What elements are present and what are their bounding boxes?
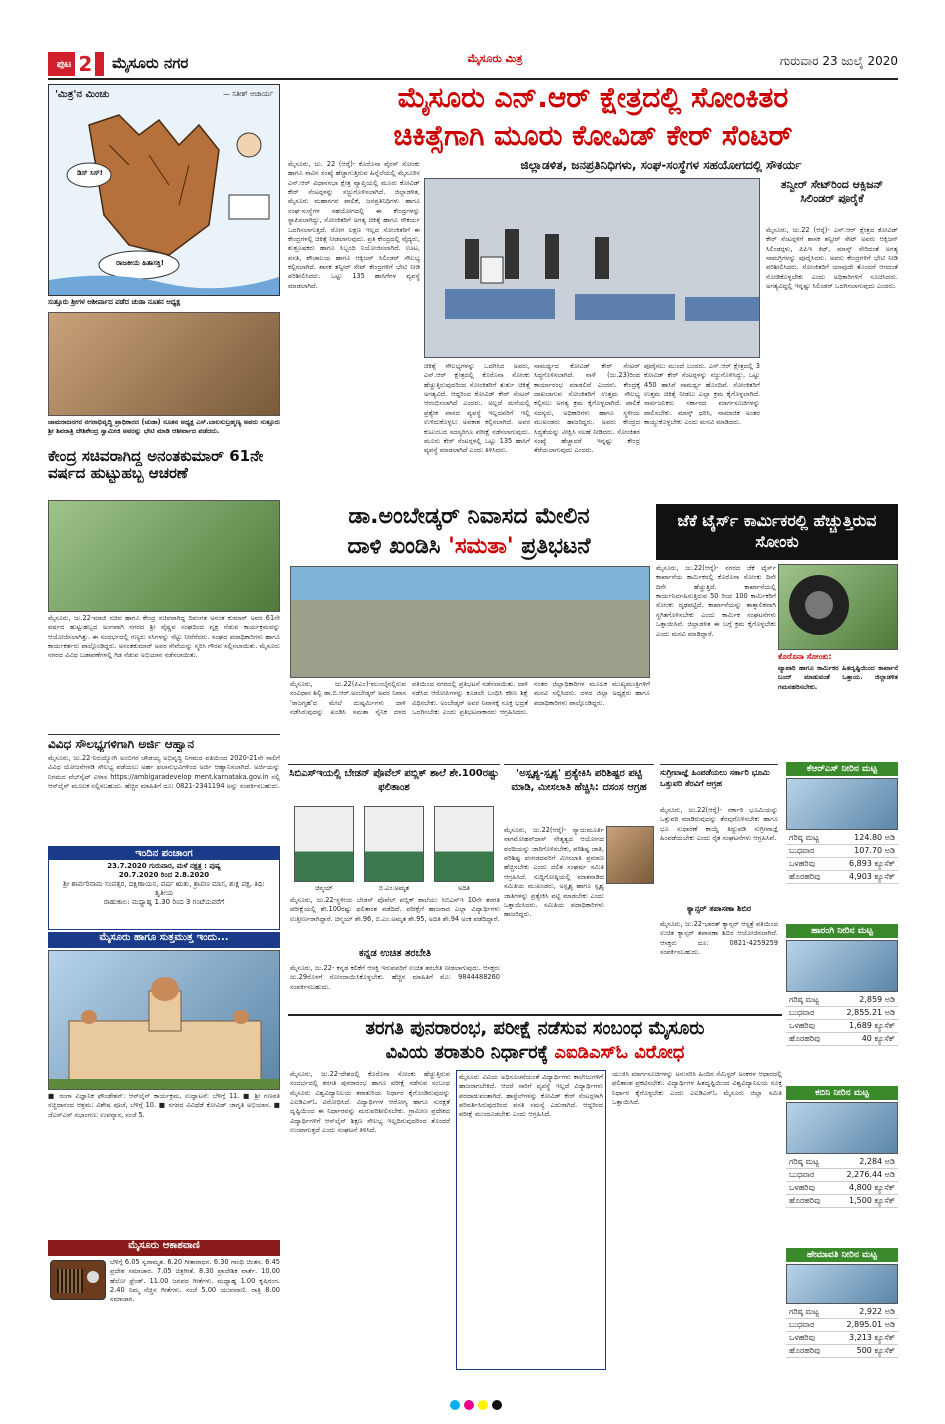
dam-value: 2,276.44 ಅಡಿ (832, 1169, 898, 1182)
radio-icon (50, 1260, 106, 1300)
exam-col-2: ಮೈಸೂರು ವಿವಿಯ ಅಧಿಸೂಚನೆಯಂತೆ ವಿದ್ಯಾರ್ಥಿಗಳು ಕಾಲೇಜುಗಳಿಗೆ ಹಾಜರಾಗಬೇಕಿದೆ. ಆದರೆ ಸಾರಿಗೆ ವ್ಯವಸ್ಥೆ ಇಲ್ಲದೆ ವಿದ್ಯಾರ್ಥಿಗಳು ಪರದಾಡುವಂತಾಗಿದೆ. ಹಾಸ್ಟೆಲ್‍ಗಳನ್ನು ಕೋವಿಡ್ ಕೇರ್ ಸೆಂಟರ್‍ಗಳಾಗಿ ಪರಿವರ್ತಿಸಿರುವುದರಿಂದ ವಸತಿ ಸಮಸ್ಯೆ ಎದುರಾಗಿದೆ. ಆದ್ದರಿಂದ ಪರೀಕ್ಷೆ ಮುಂದೂಡಬೇಕು ಎಂದು ಆಗ್ರಹಿಸಿದೆ. (456, 1070, 606, 1370)
ananth-headline: ಕೇಂದ್ರ ಸಚಿವರಾಗಿದ್ದ ಅನಂತಕುಮಾರ್ 61ನೇ ವರ್ಷದ ಹುಟ್ಟುಹಬ್ಬ ಆಚರಣೆ (48, 448, 264, 483)
dam-value: 124.80 ಅಡಿ (833, 832, 898, 845)
dam-label: ಒಳಹರಿವು (786, 1182, 832, 1195)
exam-headline-2a: ವಿವಿಯ ತರಾತುರಿ ನಿರ್ಧಾರಕ್ಕೆ (385, 1042, 555, 1063)
dam-label: ಹೊರಹರಿವು (786, 871, 833, 884)
dam-value: 1,500 ಕ್ಯೂಸೆಕ್ (832, 1195, 898, 1208)
ambedkar-headline-2 (288, 534, 650, 564)
mysuru-today-title: ಮೈಸೂರು ಹಾಗೂ ಸುತ್ತಮುತ್ತ ಇಂದು... (48, 932, 280, 948)
dam-value: 2,922 ಅಡಿ (832, 1306, 898, 1319)
ananth-photo (48, 500, 280, 612)
masthead: ಮೈಸೂರು ಮಿತ್ರ (467, 52, 523, 65)
kannada-body: ಮೈಸೂರು, ಜು.22- ಕನ್ನಡ ಕಲಿಕೆಗೆ ಆಸಕ್ತಿ ಇರುವವರಿಗೆ ಉಚಿತ ತರಬೇತಿ ನೀಡಲಾಗುವುದು. ಆಸಕ್ತರು ಜು.29ರೊಳಗೆ ನೋಂದಾಯಿಸಿಕೊಳ್ಳಬೇಕು. ಹೆಚ್ಚಿನ ಮಾಹಿತಿಗೆ ಮೊ: 9844488260 ಸಂಪರ್ಕಿಸಬಹುದು. (290, 964, 500, 991)
ambedkar-headline-2b: 'ಸಮತಾ' (448, 534, 514, 559)
main-col-3: ಸಾಮರ್ಥ್ಯದ ಕೋವಿಡ್ ಕೇರ್ ಸೆಂಟರ್ ಸಿದ್ಧಗೊಳಿಸಲಾಗಿದೆ. ನಾಳೆ (ಜು.23)ರಿಂದ ಕಾರ್ಯಾರಂಭ ಮಾಡಲಿದೆ ಎಂದರು. ಕೇಂದ್ರಕ್ಕೆ ದಾಖಲಾಗುವ ಸೋಂಕಿತರಿಗೆ ಉತ್ತಮ ಸೌಲಭ್ಯ ಕಲ್ಪಿಸಲು ಅಗತ್ಯ ಕ್ರಮ ಕೈಗೊಳ್ಳಲಾಗಿದೆ. ಪಾಲಿಕೆ ಸದಸ್ಯರು, ಅಧಿಕಾರಿಗಳು ಹಾಗೂ ಸ್ಥಳೀಯ ಮುಖಂಡರು ಹಾಜರಿದ್ದರು. ಅವರು ಕೇಂದ್ರದ ಸಿದ್ಧತೆಯನ್ನು ವೀಕ್ಷಿಸಿ ಸಲಹೆ ನೀಡಿದರು. ಸೋಂಕಿತರ ಸಂಖ್ಯೆ ಹೆಚ್ಚಾದರೆ ಇನ್ನಷ್ಟು ಕೇಂದ್ರ ತೆರೆಯಲಾಗುವುದು ಎಂದರು. (534, 362, 640, 455)
table-row (786, 1169, 898, 1182)
table-row (786, 858, 898, 871)
dam-hemavathi-photo (786, 1264, 898, 1304)
section-name: ಮೈಸೂರು ನಗರ (112, 54, 189, 72)
dam-label: ಬುಧವಾರ (786, 1007, 832, 1020)
table-row (786, 832, 898, 845)
ambedkar-headline-2a: ದಾಳಿ ಖಂಡಿಸಿ (347, 534, 449, 559)
table-row (786, 1345, 898, 1358)
main-headline-1: ಮೈಸೂರು ಎನ್.ಆರ್ ಕ್ಷೇತ್ರದಲ್ಲಿ ಸೋಂಕಿತರ (397, 82, 789, 114)
dam-krs-photo (786, 778, 898, 830)
dam-krs-table (786, 832, 898, 884)
asprushya-photo (606, 826, 654, 884)
jk-tyre-photo (778, 564, 898, 650)
arji-body: ಮೈಸೂರು, ಜು.22-ನಿರುದ್ಯೋಗಿ ಅಂಬಿಗರ ಚೌಡಯ್ಯ ಅಭಿವೃದ್ಧಿ ನಿಗಮದ ವತಿಯಿಂದ 2020-21ನೇ ಸಾಲಿಗೆ ವಿವಿಧ ಯೋಜನೆಗಳಡಿ ಸೌಲಭ್ಯ ಪಡೆಯಲು ಅರ್ಹ ಫಲಾನುಭವಿಗಳಿಂದ ಅರ್ಜಿ ಆಹ್ವಾನಿಸಲಾಗಿದೆ. ಅರ್ಜಿಯನ್ನು ನಿಗಮದ ವೆಬ್‍ಸೈಟ್ ವಿಳಾಸ https://ambigaradevelop ment.karnataka.gov.in ನಲ್ಲಿ ಆನ್‍ಲೈನ್ ಮೂಲಕ ಸಲ್ಲಿಸಬಹುದು. ಹೆಚ್ಚಿನ ಮಾಹಿತಿಗೆ ದೂ: 0821-2341194 ಅನ್ನು ಸಂಪರ್ಕಿಸಬಹುದು. (48, 754, 280, 791)
table-row (786, 1007, 898, 1020)
ambedkar-body: ಮೈಸೂರು, ಜು.22(ಪಿಎಂ)-ಮುಂಬೈನಲ್ಲಿರುವ ಸಂವಿಧಾನ ಶಿಲ್ಪಿ ಡಾ.ಬಿ.ಆರ್.ಅಂಬೇಡ್ಕರ್ ಅವರ ನಿವಾಸ 'ರಾಜಗೃಹ'ದ ಮೇಲೆ ದುಷ್ಕರ್ಮಿಗಳು ದಾಳಿ ನಡೆಸಿರುವುದನ್ನು ಖಂಡಿಸಿ ಸಮತಾ ಸೈನಿಕ ದಳದ ವತಿಯಿಂದ ನಗರದಲ್ಲಿ ಪ್ರತಿಭಟನೆ ನಡೆಸಲಾಯಿತು. ದಾಳಿ ನಡೆಸಿದ ಆರೋಪಿಗಳನ್ನು ಕೂಡಲೇ ಬಂಧಿಸಿ ಕಠಿಣ ಶಿಕ್ಷೆ ವಿಧಿಸಬೇಕು. ಅಂಬೇಡ್ಕರ್ ಅವರ ನಿವಾಸಕ್ಕೆ ಸೂಕ್ತ ಭದ್ರತೆ ಒದಗಿಸಬೇಕು ಎಂದು ಪ್ರತಿಭಟನಾಕಾರರು ಆಗ್ರಹಿಸಿದರು. ನಂತರ ಜಿಲ್ಲಾಧಿಕಾರಿಗಳ ಮೂಲಕ ಮುಖ್ಯಮಂತ್ರಿಗಳಿಗೆ ಮನವಿ ಸಲ್ಲಿಸಿದರು. ದಳದ ಜಿಲ್ಲಾ ಅಧ್ಯಕ್ಷರು ಹಾಗೂ ಪದಾಧಿಕಾರಿಗಳು ಪಾಲ್ಗೊಂಡಿದ್ದರು. (290, 680, 650, 717)
jk-sidebar-head: ಕೊರೊನಾ ಸೋಂಕು: (778, 652, 832, 661)
panchanga-title: ಇಂದಿನ ಪಂಚಾಂಗ (49, 847, 279, 860)
palace-drawing (49, 951, 280, 1090)
jk-sidebar: ವ್ಯಾಪಾರಿ ಹಾಗೂ ಕಾರ್ಮಿಕರ ಹಿತದೃಷ್ಟಿಯಿಂದ ಕಾರ್ಖಾನೆ ಬಂದ್ ಮಾಡುವಂತೆ ಒತ್ತಾಯ. ಜಿಲ್ಲಾಡಳಿತ ಗಮನಹರಿಸಬೇಕು. (778, 664, 898, 691)
dam-label: ಗರಿಷ್ಠ ಮಟ್ಟ (786, 1156, 832, 1169)
tyre-drawing (779, 565, 898, 650)
table-row (786, 871, 898, 884)
cbse-name-3: ಅದಿತಿ (458, 884, 470, 892)
table-row (786, 1332, 898, 1345)
main-col-1: ಮೈಸೂರು, ಜು. 22 (ಆರ್‍ಕೆ)- ಕೊರೊನಾ ವೈರಸ್ ಸೋಂಕು ಹಾಗೂ ಸಾವಿನ ಸಂಖ್ಯೆ ಹೆಚ್ಚಾಗುತ್ತಿರುವ ಹಿನ್ನೆಲೆಯಲ್ಲಿ ಮೈಸೂರಿನ ಎನ್.ಆರ್ ವಿಧಾನಸಭಾ ಕ್ಷೇತ್ರ ವ್ಯಾಪ್ತಿಯಲ್ಲಿ ಮೂರು ಕೋವಿಡ್ ಕೇರ್ ಸೆಂಟರ್‍ಗಳನ್ನು ಸಜ್ಜುಗೊಳಿಸಲಾಗಿದೆ. ಜಿಲ್ಲಾಡಳಿತ, ಮೈಸೂರು ಮಹಾನಗರ ಪಾಲಿಕೆ, ಜನಪ್ರತಿನಿಧಿಗಳು ಹಾಗೂ ಸಂಘ-ಸಂಸ್ಥೆಗಳ ಸಹಯೋಗದಲ್ಲಿ ಈ ಕೇಂದ್ರಗಳನ್ನು ಸ್ಥಾಪಿಸಲಾಗಿದ್ದು, ಸೋಂಕಿತರಿಗೆ ಅಗತ್ಯ ಚಿಕಿತ್ಸೆ ಹಾಗೂ ಸೌಕರ್ಯ ಒದಗಿಸಲಾಗುತ್ತಿದೆ. ರೋಗ ಲಕ್ಷಣ ಇಲ್ಲದ ಸೋಂಕಿತರಿಗೆ ಈ ಕೇಂದ್ರಗಳಲ್ಲಿ ಚಿಕಿತ್ಸೆ ನೀಡಲಾಗುವುದು. ಪ್ರತಿ ಕೇಂದ್ರದಲ್ಲಿ ವೈದ್ಯರು, ಶುಶ್ರೂಷಕರು ಹಾಗೂ ಸಿಬ್ಬಂದಿ ನಿಯೋಜಿಸಲಾಗಿದೆ. ಊಟ, ವಸತಿ, ಶೌಚಾಲಯ ಹಾಗೂ ಆಕ್ಸಿಜನ್ ಸಿಲಿಂಡರ್ ಸೌಲಭ್ಯ ಕಲ್ಪಿಸಲಾಗಿದೆ. ಶಾಸಕ ತನ್ವೀರ್ ಸೇಟ್ ಕೇಂದ್ರಗಳಿಗೆ ಭೇಟಿ ನೀಡಿ ಪರಿಶೀಲಿಸಿದರು. ಒಟ್ಟು 135 ಹಾಸಿಗೆಗಳ ವ್ಯವಸ್ಥೆ ಮಾಡಲಾಗಿದೆ. (288, 160, 420, 290)
ambedkar-headline-2c: ಪ್ರತಿಭಟನೆ (513, 534, 591, 559)
cartoon-title: 'ಮಿತ್ರ'ನ ಮಿಂಚು (55, 89, 110, 100)
jk-headline-box (656, 504, 898, 560)
dam-hemavathi-title: ಹೇಮಾವತಿ ನೀರಿನ ಮಟ್ಟ (786, 1248, 898, 1262)
dam-value: 1,689 ಕ್ಯೂಸೆಕ್ (832, 1020, 898, 1033)
table-row (786, 1020, 898, 1033)
cancer-headline: ಕ್ಯಾನ್ಸರ್ ತಪಾಸಣಾ ಶಿಬಿರ (687, 904, 751, 913)
exam-headline-2 (288, 1042, 782, 1068)
dam-kabini-title: ಕಬಿನಿ ನೀರಿನ ಮಟ್ಟ (786, 1086, 898, 1100)
page-tag (48, 52, 104, 76)
dam-harangi-table (786, 994, 898, 1046)
table-row (786, 1182, 898, 1195)
dam-value: 500 ಕ್ಯೂಸೆಕ್ (832, 1345, 898, 1358)
page-number: 2 (75, 52, 95, 76)
panchanga-box (48, 846, 280, 930)
mysuru-today-body: ■ ರಂಗಾ ವಿಜ್ಞಾನಿಕ ಫೌಂಡೇಶನ್: ಆನ್‍ಲೈನ್ ಕಾರ್ಯಕ್ರಮ, ಉದ್ಘಾಟನೆ: ಬೆಳಿಗ್ಗೆ 11. ■ ಶ್ರೀ ಗಣಪತಿ ಸಚ್ಚಿದಾನಂದ ಆಶ್ರಮ: ವಿಶೇಷ ಪೂಜೆ, ಬೆಳಿಗ್ಗೆ 10. ■ ನಗರದ ವಿವಿಧೆಡೆ ಕೋವಿಡ್ ಜಾಗೃತಿ ಅಭಿಯಾನ. ■ ಜೆಎಸ್‍ಎಸ್ ಸಭಾಂಗಣ: ಉಪನ್ಯಾಸ, ಸಂಜೆ 5. (48, 1092, 280, 1119)
main-headline-2: ಚಿಕಿತ್ಸೆಗಾಗಿ ಮೂರು ಕೋವಿಡ್ ಕೇರ್ ಸೆಂಟರ್ (393, 120, 793, 152)
dam-kabini-photo (786, 1102, 898, 1154)
issue-date: ಗುರುವಾರ 23 ಜುಲೈ 2020 (779, 54, 898, 68)
dam-value: 4,903 ಕ್ಯೂಸೆಕ್ (833, 871, 898, 884)
dam-value: 6,893 ಕ್ಯೂಸೆಕ್ (833, 858, 898, 871)
table-row (786, 1195, 898, 1208)
dam-label: ಹೊರಹರಿವು (786, 1033, 832, 1046)
panchanga-line4: ರಾಹುಕಾಲ: ಮಧ್ಯಾಹ್ನ 1.30 ರಿಂದ 3 ಗಂಟೆಯವರೆಗೆ (103, 898, 225, 906)
dam-value: 2,859 ಅಡಿ (832, 994, 898, 1007)
dam-value: 2,284 ಅಡಿ (832, 1156, 898, 1169)
table-row (786, 1156, 898, 1169)
chuda-caption: ಚಾಮರಾಜನಗರ ನಗರಾಭಿವೃದ್ಧಿ ಪ್ರಾಧಿಕಾರದ (ಚುಡಾ) ನೂತನ ಅಧ್ಯಕ್ಷ ಎಸ್.ಬಾಲಸುಬ್ರಹ್ಮಣ್ಯ ಅವರು ಸುತ್ತೂರು ಶ್ರೀ ಶಿವರಾತ್ರಿ ದೇಶಿಕೇಂದ್ರ ಸ್ವಾಮೀಜಿ ಅವರನ್ನು ಭೇಟಿ ಮಾಡಿ ಆಶೀರ್ವಾದ ಪಡೆದರು. (48, 418, 280, 436)
dam-value: 2,855.21 ಅಡಿ (832, 1007, 898, 1020)
exam-col-3: ಯುಜಿಸಿ ಮಾರ್ಗಸೂಚಿಗಳನ್ನು ಅನುಸರಿಸಿ ಹಿಂದಿನ ಸೆಮಿಸ್ಟರ್ ಅಂಕಗಳ ಆಧಾರದಲ್ಲಿ ಫಲಿತಾಂಶ ಪ್ರಕಟಿಸಬೇಕು. ವಿದ್ಯಾರ್ಥಿಗಳ ಹಿತದೃಷ್ಟಿಯಿಂದ ವಿಶ್ವವಿದ್ಯಾನಿಲಯ ಸೂಕ್ತ ನಿರ್ಧಾರ ಕೈಗೊಳ್ಳಬೇಕು ಎಂದು ಎಐಡಿಎಸ್‍ಓ ಮೈಸೂರು ಜಿಲ್ಲಾ ಸಮಿತಿ ಒತ್ತಾಯಿಸಿದೆ. (612, 1070, 782, 1107)
cbse-student-3 (434, 806, 494, 882)
beds-drawing (425, 179, 760, 358)
dam-krs (786, 762, 898, 922)
main-col-2: ಚಿಕಿತ್ಸೆ ಸೌಲಭ್ಯಗಳನ್ನು ಒದಗಿಸಿದ ಅವರು, ಎನ್.ಆರ್ ಕ್ಷೇತ್ರದಲ್ಲಿ ಕೊರೊನಾ ಸೋಂಕು ಹೆಚ್ಚುತ್ತಿರುವುದರಿಂದ ಸೋಂಕಿತರಿಗೆ ತುರ್ತು ಚಿಕಿತ್ಸೆ ಅಗತ್ಯವಿದೆ. ಆದ್ದರಿಂದ ಕೋವಿಡ್ ಕೇರ್ ಸೆಂಟರ್ ಆರಂಭಿಸಲಾಗಿದೆ ಎಂದರು. ಅಲ್ಲದೆ ಮನೆಯಲ್ಲಿ ಪ್ರತ್ಯೇಕ ವಾಸದ ವ್ಯವಸ್ಥೆ ಇಲ್ಲದವರಿಗೆ ಇಲ್ಲಿ ಉಳಿದುಕೊಳ್ಳಲು ಅವಕಾಶ ಕಲ್ಪಿಸಲಾಗಿದೆ. ಅವರ ಕುಟುಂಬದ ಸದಸ್ಯರಿಗೂ ಪರೀಕ್ಷೆ ನಡೆಸಲಾಗುವುದು. ಮೂರು ಕೇರ್ ಸೆಂಟರ್‍ಗಳಲ್ಲಿ ಒಟ್ಟು 135 ಹಾಸಿಗೆ ವ್ಯವಸ್ಥೆ ಮಾಡಲಾಗಿದೆ ಎಂದು ತಿಳಿಸಿದರು. (424, 362, 530, 455)
table-row (786, 1306, 898, 1319)
dam-label: ಬುಧವಾರ (786, 845, 833, 858)
exam-col-1: ಮೈಸೂರು, ಜು.22-ದೇಶದಲ್ಲಿ ಕೊರೊನಾ ಸೋಂಕು ಹೆಚ್ಚುತ್ತಿರುವ ಸಂದರ್ಭದಲ್ಲಿ ತರಗತಿ ಪುನರಾರಂಭ ಹಾಗೂ ಪರೀಕ್ಷೆ ನಡೆಸುವ ಸಂಬಂಧ ಮೈಸೂರು ವಿಶ್ವವಿದ್ಯಾನಿಲಯ ತರಾತುರಿಯ ನಿರ್ಧಾರ ಕೈಗೊಂಡಿರುವುದನ್ನು ಎಐಡಿಎಸ್‍ಓ ವಿರೋಧಿಸಿದೆ. ವಿದ್ಯಾರ್ಥಿಗಳ ಆರೋಗ್ಯ ಹಾಗೂ ಸುರಕ್ಷತೆ ದೃಷ್ಟಿಯಿಂದ ಈ ನಿರ್ಧಾರವನ್ನು ಮರುಪರಿಶೀಲಿಸಬೇಕು. ಗ್ರಾಮೀಣ ಪ್ರದೇಶದ ವಿದ್ಯಾರ್ಥಿಗಳಿಗೆ ಆನ್‍ಲೈನ್ ಶಿಕ್ಷಣ ಸೌಲಭ್ಯ ಇಲ್ಲದಿರುವುದರಿಂದ ತೊಂದರೆ ಉಂಟಾಗುತ್ತದೆ ಎಂದು ಸಂಘಟನೆ ತಿಳಿಸಿದೆ. (290, 1070, 450, 1135)
exam-headline-1: ತರಗತಿ ಪುನರಾರಂಭ, ಪರೀಕ್ಷೆ ನಡೆಸುವ ಸಂಬಂಧ ಮೈಸೂರು (288, 1014, 782, 1040)
main-subhead: ಜಿಲ್ಲಾಡಳಿತ, ಜನಪ್ರತಿನಿಧಿಗಳು, ಸಂಘ-ಸಂಸ್ಥೆಗಳ ಸಹಯೋಗದಲ್ಲಿ ಸೌಕರ್ಯ (520, 158, 802, 172)
registration-mark-magenta (464, 1400, 474, 1410)
dam-value: 40 ಕ್ಯೂಸೆಕ್ (832, 1033, 898, 1046)
bhoomi-headline: ಸುಗ್ರೀವಾಜ್ಞೆ ಹಿಂಪಡೆಯಲು ಸರ್ಕಾರಿ ಭೂಮಿ ಒತ್ತುವರಿ ತೆರವಿಗೆ ಆಗ್ರಹ (660, 764, 778, 804)
dam-label: ಹೊರಹರಿವು (786, 1195, 832, 1208)
dam-kabini-table (786, 1156, 898, 1208)
dam-harangi-photo (786, 940, 898, 992)
cbse-student-1 (294, 806, 354, 882)
dam-label: ಗರಿಷ್ಠ ಮಟ್ಟ (786, 832, 833, 845)
jk-body: ಮೈಸೂರು, ಜು.22(ಆರ್‍ಕೆ)- ನಗರದ ಜೆಕೆ ಟೈರ್ಸ್ ಕಾರ್ಖಾನೆಯ ಕಾರ್ಮಿಕರಲ್ಲಿ ಕೊರೊನಾ ಸೋಂಕು ದಿನೇ ದಿನೇ ಹೆಚ್ಚುತ್ತಿದೆ. ಕಾರ್ಖಾನೆಯಲ್ಲಿ ಕಾರ್ಯನಿರ್ವಹಿಸುತ್ತಿರುವ 50 ರಿಂದ 100 ಕಾರ್ಮಿಕರಿಗೆ ಸೋಂಕು ದೃಢಪಟ್ಟಿದೆ. ಕಾರ್ಖಾನೆಯನ್ನು ತಾತ್ಕಾಲಿಕವಾಗಿ ಸ್ಥಗಿತಗೊಳಿಸಬೇಕು ಎಂದು ಕಾರ್ಮಿಕ ಸಂಘಟನೆಗಳು ಒತ್ತಾಯಿಸಿವೆ. ಜಿಲ್ಲಾಡಳಿತ ಈ ಬಗ್ಗೆ ಕ್ರಮ ಕೈಗೊಳ್ಳಬೇಕು ಎಂದು ಮನವಿ ಮಾಡಿದ್ದಾರೆ. (656, 564, 776, 638)
dam-label: ಹೊರಹರಿವು (786, 1345, 832, 1358)
dam-label: ಒಳಹರಿವು (786, 1020, 832, 1033)
cbse-name-1: ಚಿನ್ಮಯ್ (315, 884, 333, 892)
tanveer-body: ಮೈಸೂರು, ಜು.22 (ಆರ್‍ಕೆ)- ಎನ್.ಆರ್ ಕ್ಷೇತ್ರದ ಕೋವಿಡ್ ಕೇರ್ ಸೆಂಟರ್‍ಗಳಿಗೆ ಶಾಸಕ ತನ್ವೀರ್ ಸೇಟ್ ಅವರು ಆಕ್ಸಿಜನ್ ಸಿಲಿಂಡರ್‍ಗಳು, ಪಿಪಿಇ ಕಿಟ್, ಮಾಸ್ಕ್ ಸೇರಿದಂತೆ ಅಗತ್ಯ ಸಾಮಗ್ರಿಗಳನ್ನು ಪೂರೈಸಿದರು. ಅವರು ಕೇಂದ್ರಗಳಿಗೆ ಭೇಟಿ ನೀಡಿ ಪರಿಶೀಲಿಸಿದರು. ಸೋಂಕಿತರಿಗೆ ಯಾವುದೇ ತೊಂದರೆ ಆಗದಂತೆ ನೋಡಿಕೊಳ್ಳಬೇಕು ಎಂದು ಅಧಿಕಾರಿಗಳಿಗೆ ಸೂಚಿಸಿದರು. ಅಗತ್ಯವಿದ್ದಲ್ಲಿ ಇನ್ನಷ್ಟು ಸಿಲಿಂಡರ್ ಒದಗಿಸಲಾಗುವುದು ಎಂದರು. (766, 226, 898, 291)
dam-label: ಗರಿಷ್ಠ ಮಟ್ಟ (786, 1306, 832, 1319)
main-col-4: ಪೂರೈಸಲು ಮುಂದೆ ಬಂದರು. ಎನ್.ಆರ್ ಕ್ಷೇತ್ರದಲ್ಲಿ 3 ಕೋವಿಡ್ ಕೇರ್ ಸೆಂಟರ್‍ಗಳನ್ನು ಸಜ್ಜುಗೊಳಿಸಿದ್ದು, ಒಟ್ಟು 450 ಹಾಸಿಗೆ ಸಾಮರ್ಥ್ಯ ಹೊಂದಿವೆ. ಸೋಂಕಿತರಿಗೆ ಉತ್ತಮ ಚಿಕಿತ್ಸೆ ನೀಡಲು ಎಲ್ಲಾ ಕ್ರಮ ಕೈಗೊಳ್ಳಲಾಗಿದೆ. ಸಾರ್ವಜನಿಕರು ಸರ್ಕಾರದ ಮಾರ್ಗಸೂಚಿಗಳನ್ನು ಪಾಲಿಸಬೇಕು. ಮಾಸ್ಕ್ ಧರಿಸಿ, ಸಾಮಾಜಿಕ ಅಂತರ ಕಾಯ್ದುಕೊಳ್ಳಬೇಕು ಎಂದು ಮನವಿ ಮಾಡಿದರು. (644, 362, 760, 427)
panchanga-line3: ಶ್ರೀ ಶಾರ್ವರಿನಾಮ ಸಂವತ್ಸರ, ದಕ್ಷಿಣಾಯನ, ವರ್ಷ ಋತು, ಶ್ರಾವಣ ಮಾಸ, ಶುಕ್ಲ ಪಕ್ಷ, ತಿಥಿ: ತೃತೀಯ (63, 880, 265, 897)
cancer-body: ಮೈಸೂರು, ಜು.22-ಭಾರತ್ ಕ್ಯಾನ್ಸರ್ ಆಸ್ಪತ್ರೆ ವತಿಯಿಂದ ಉಚಿತ ಕ್ಯಾನ್ಸರ್ ತಪಾಸಣಾ ಶಿಬಿರ ಆಯೋಜಿಸಲಾಗಿದೆ. ಆಸಕ್ತರು ದೂ: 0821-4259259 ಸಂಪರ್ಕಿಸಬಹುದು. (660, 920, 778, 957)
chuda-photo (48, 312, 280, 416)
dam-harangi (786, 924, 898, 1084)
exam-headline-2b: ಎಐಡಿಎಸ್‍ಓ ವಿರೋಧ (554, 1042, 685, 1063)
dam-label: ಒಳಹರಿವು (786, 1332, 832, 1345)
dam-value: 2,895.01 ಅಡಿ (832, 1319, 898, 1332)
cbse-student-2 (364, 806, 424, 882)
dam-value: 107.70 ಅಡಿ (833, 845, 898, 858)
dam-hemavathi (786, 1248, 898, 1372)
ananth-body: ಮೈಸೂರು, ಜು.22-ಮಾಜಿ ಸಚಿವ ಹಾಗೂ ಕೇಂದ್ರ ಸಚಿವರಾಗಿದ್ದ ದಿವಂಗತ ಅನಂತ ಕುಮಾರ್ ಅವರ 61ನೇ ವರ್ಷದ ಹುಟ್ಟುಹಬ್ಬದ ಅಂಗವಾಗಿ ನಗರದ ಶ್ರೀ ವೈಷ್ಣವ ಸಂಘದಿಂದ ವೃಕ್ಷ ನೆಡುವ ಕಾರ್ಯಕ್ರಮವನ್ನು ಆಯೋಜಿಸಲಾಗಿತ್ತು. ಈ ಸಂದರ್ಭದಲ್ಲಿ ಗಣ್ಯರು ಸಸಿಗಳನ್ನು ನೆಟ್ಟು ನೀರೆರೆದರು. ಸಂಘದ ಪದಾಧಿಕಾರಿಗಳು ಹಾಗೂ ಕಾರ್ಯಕರ್ತರು ಪಾಲ್ಗೊಂಡಿದ್ದರು. ಅನಂತಕುಮಾರ್ ಅವರ ಸೇವೆಯನ್ನು ಸ್ಮರಿಸಿ ಗೌರವ ಸಲ್ಲಿಸಲಾಯಿತು. ಮೈಸೂರು ನಗರದ ವಿವಿಧ ಬಡಾವಣೆಗಳಲ್ಲಿ ಗಿಡ ನೆಡುವ ಅಭಿಯಾನ ನಡೆಸಲಾಯಿತು. (48, 614, 280, 660)
cbse-headline: ಸಿಬಿಎಸ್‍ಇಯಲ್ಲಿ ಬೇಡನ್ ಪೊವೆಲ್ ಪಬ್ಲಿಕ್ ಶಾಲೆ ಶೇ.100ರಷ್ಟು ಫಲಿತಾಂಶ (288, 764, 500, 802)
jk-headline: ಜೆಕೆ ಟೈರ್ಸ್ ಕಾರ್ಮಿಕರಲ್ಲಿ ಹೆಚ್ಚುತ್ತಿರುವ ಸೋಂಕು (677, 511, 877, 551)
dam-label: ಒಳಹರಿವು (786, 858, 833, 871)
dam-krs-title: ಕೆಆರ್‌ಎಸ್ ನೀರಿನ ಮಟ್ಟ (786, 762, 898, 776)
dam-label: ಗರಿಷ್ಠ ಮಟ್ಟ (786, 994, 832, 1007)
dam-harangi-title: ಹಾರಂಗಿ ನೀರಿನ ಮಟ್ಟ (786, 924, 898, 938)
akashavani-body: ಬೆಳಿಗ್ಗೆ 6.05 ಸ್ವರಾಮೃತ. 6.20 ಗೀತಾರಾಧನ. 6.30 ಗಾಂಧಿ ಚಿಂತನ. 6.45 ಪ್ರದೇಶ ಸಮಾಚಾರ. 7.05 ಚಿತ್ರಗೀತೆ. 8.30 ಪ್ರಾದೇಶಿಕ ವಾರ್ತೆ. 10.00 ಹೆಲೋ ಫ್ರೆಂಡ್. 11.00 ಜನಪದ ಗೀತೆಗಳು. ಮಧ್ಯಾಹ್ನ 1.00 ಕೃಷಿರಂಗ. 2.40 ನಿಮ್ಮ ನೆಚ್ಚಿನ ಗೀತೆಗಳು. ಸಂಜೆ 5.00 ಯುವವಾಣಿ. ರಾತ್ರಿ 8.00 ಸಮಾಚಾರ. (110, 1258, 280, 1304)
chuda-caption-head: ಸುತ್ತೂರು ಶ್ರೀಗಳ ಆಶೀರ್ವಾದ ಪಡೆದ ಚುಡಾ ನೂತನ ಅಧ್ಯಕ್ಷ (48, 298, 181, 306)
kannada-headline: ಕನ್ನಡ ಉಚಿತ ತರಬೇತಿ (358, 948, 432, 959)
arji-headline: ವಿವಿಧ ಸೌಲಭ್ಯಗಳಿಗಾಗಿ ಅರ್ಜಿ ಆಹ್ವಾನ (48, 734, 280, 752)
dam-value: 4,800 ಕ್ಯೂಸೆಕ್ (832, 1182, 898, 1195)
cartoon-bubble-2: ರಾಜಕೀಯ ಹಿತಾಸಕ್ತಿ! (116, 259, 164, 267)
panchanga-line2: 20.7.2020 ರಿಂದ 2.8.2020 (118, 871, 210, 879)
table-row (786, 994, 898, 1007)
dam-value: 3,213 ಕ್ಯೂಸೆಕ್ (832, 1332, 898, 1345)
ambedkar-headline-1: ಡಾ.ಅಂಬೇಡ್ಕರ್ ನಿವಾಸದ ಮೇಲಿನ (348, 504, 590, 529)
dam-hemavathi-table (786, 1306, 898, 1358)
cartoon-bubble-1: ಡಿಸ್ ಸಿಸ್! (77, 169, 103, 177)
cartoon-box (48, 84, 280, 296)
table-row (786, 1033, 898, 1046)
table-row (786, 1319, 898, 1332)
page-label: ಪುಟ (56, 58, 72, 70)
cbse-body: ಮೈಸೂರು, ಜು.22-ಸ್ಥಳೀಯ ಬೇಡನ್ ಪೊವೆಲ್ ಪಬ್ಲಿಕ್ ಶಾಲೆಯು ಸಿಬಿಎಸ್‍ಇ 10ನೇ ತರಗತಿ ಪರೀಕ್ಷೆಯಲ್ಲಿ ಶೇ.100ರಷ್ಟು ಫಲಿತಾಂಶ ಪಡೆದಿದೆ. ಪರೀಕ್ಷೆಗೆ ಹಾಜರಾದ ಎಲ್ಲಾ ವಿದ್ಯಾರ್ಥಿಗಳು ಉತ್ತೀರ್ಣರಾಗಿದ್ದಾರೆ. ಚಿನ್ಮಯ್ ಶೇ.96, ಬಿ.ಎಂ.ಅಮೃತ ಶೇ.95, ಅದಿತಿ ಶೇ.94 ಅಂಕ ಪಡೆದಿದ್ದಾರೆ. (290, 896, 500, 923)
panchanga-line1: 23.7.2020 ಗುರುವಾರ, ಮಳೆ ನಕ್ಷತ್ರ : ಪುಷ್ಯ (107, 862, 221, 870)
mysuru-palace-photo (48, 950, 280, 1090)
registration-mark-cyan (450, 1400, 460, 1410)
cartoon-artist: — ಸತೀಶ್ ಆಚಾರ್ಯ (223, 90, 273, 98)
asprushya-body: ಮೈಸೂರು, ಜು.22(ಆರ್‍ಕೆ)- ನ್ಯಾಯಮೂರ್ತಿ ನಾಗಮೋಹನ್‍ದಾಸ್ ನೇತೃತ್ವದ ಆಯೋಗದ ವರದಿಯನ್ನು ಜಾರಿಗೊಳಿಸಬೇಕು, ಪರಿಶಿಷ್ಟ ಜಾತಿ, ಪರಿಶಿಷ್ಟ ಪಂಗಡದವರಿಗೆ ಮೀಸಲಾತಿ ಪ್ರಮಾಣ ಹೆಚ್ಚಿಸಬೇಕು ಎಂದು ದಲಿತ ಸಂಘರ್ಷ ಸಮಿತಿ ಆಗ್ರಹಿಸಿದೆ. ಸುದ್ದಿಗೋಷ್ಠಿಯಲ್ಲಿ ಮಾತನಾಡಿದ ಸಮಿತಿಯ ಮುಖಂಡರು, ಅಸ್ಪೃಶ್ಯ ಹಾಗೂ ಸ್ಪೃಶ್ಯ ಜಾತಿಗಳನ್ನು ಪ್ರತ್ಯೇಕಿಸಿ ಪಟ್ಟಿ ಮಾಡಬೇಕು ಎಂದು ಒತ್ತಾಯಿಸಿದರು. ಸಮಿತಿಯ ಪದಾಧಿಕಾರಿಗಳು ಹಾಜರಿದ್ದರು. (504, 826, 604, 919)
bhoomi-body: ಮೈಸೂರು, ಜು.22(ಆರ್‍ಕೆ)- ಸರ್ಕಾರಿ ಭೂಮಿಯನ್ನು ಒತ್ತುವರಿ ಮಾಡಿರುವುದನ್ನು ತೆರವುಗೊಳಿಸಬೇಕು ಹಾಗೂ ಭೂ ಸುಧಾರಣೆ ಕಾಯ್ದೆ ತಿದ್ದುಪಡಿ ಸುಗ್ರೀವಾಜ್ಞೆ ಹಿಂಪಡೆಯಬೇಕು ಎಂದು ರೈತ ಸಂಘಟನೆಗಳು ಆಗ್ರಹಿಸಿವೆ. (660, 806, 778, 843)
table-row (786, 845, 898, 858)
akashavani-title: ಮೈಸೂರು ಆಕಾಶವಾಣಿ (48, 1240, 280, 1256)
dam-kabini (786, 1086, 898, 1246)
covid-centre-photo (424, 178, 760, 358)
registration-mark-yellow (478, 1400, 488, 1410)
dam-label: ಬುಧವಾರ (786, 1319, 832, 1332)
asprushya-headline: 'ಅಸ್ಪೃಶ್ಯ-ಸ್ಪೃಶ್ಯ' ಪ್ರತ್ಯೇಕಿಸಿ ಪರಿಶಿಷ್ಟರ ಪಟ್ಟಿ ಮಾಡಿ, ಮೀಸಲಾತಿ ಹೆಚ್ಚಿಸಿ: ದಸಂಸ ಆಗ್ರಹ (504, 764, 654, 824)
dam-label: ಬುಧವಾರ (786, 1169, 832, 1182)
header-rule (48, 78, 898, 80)
registration-mark-black (492, 1400, 502, 1410)
tanveer-headline: ತನ್ವೀರ್ ಸೇಟ್‍ರಿಂದ ಆಕ್ಸಿಜನ್ ಸಿಲಿಂಡರ್ ಪೂರೈಕೆ (780, 178, 884, 206)
cbse-name-2: ಬಿ.ಎಂ.ಅಮೃತ (378, 884, 410, 892)
samata-protest-photo (290, 566, 650, 678)
